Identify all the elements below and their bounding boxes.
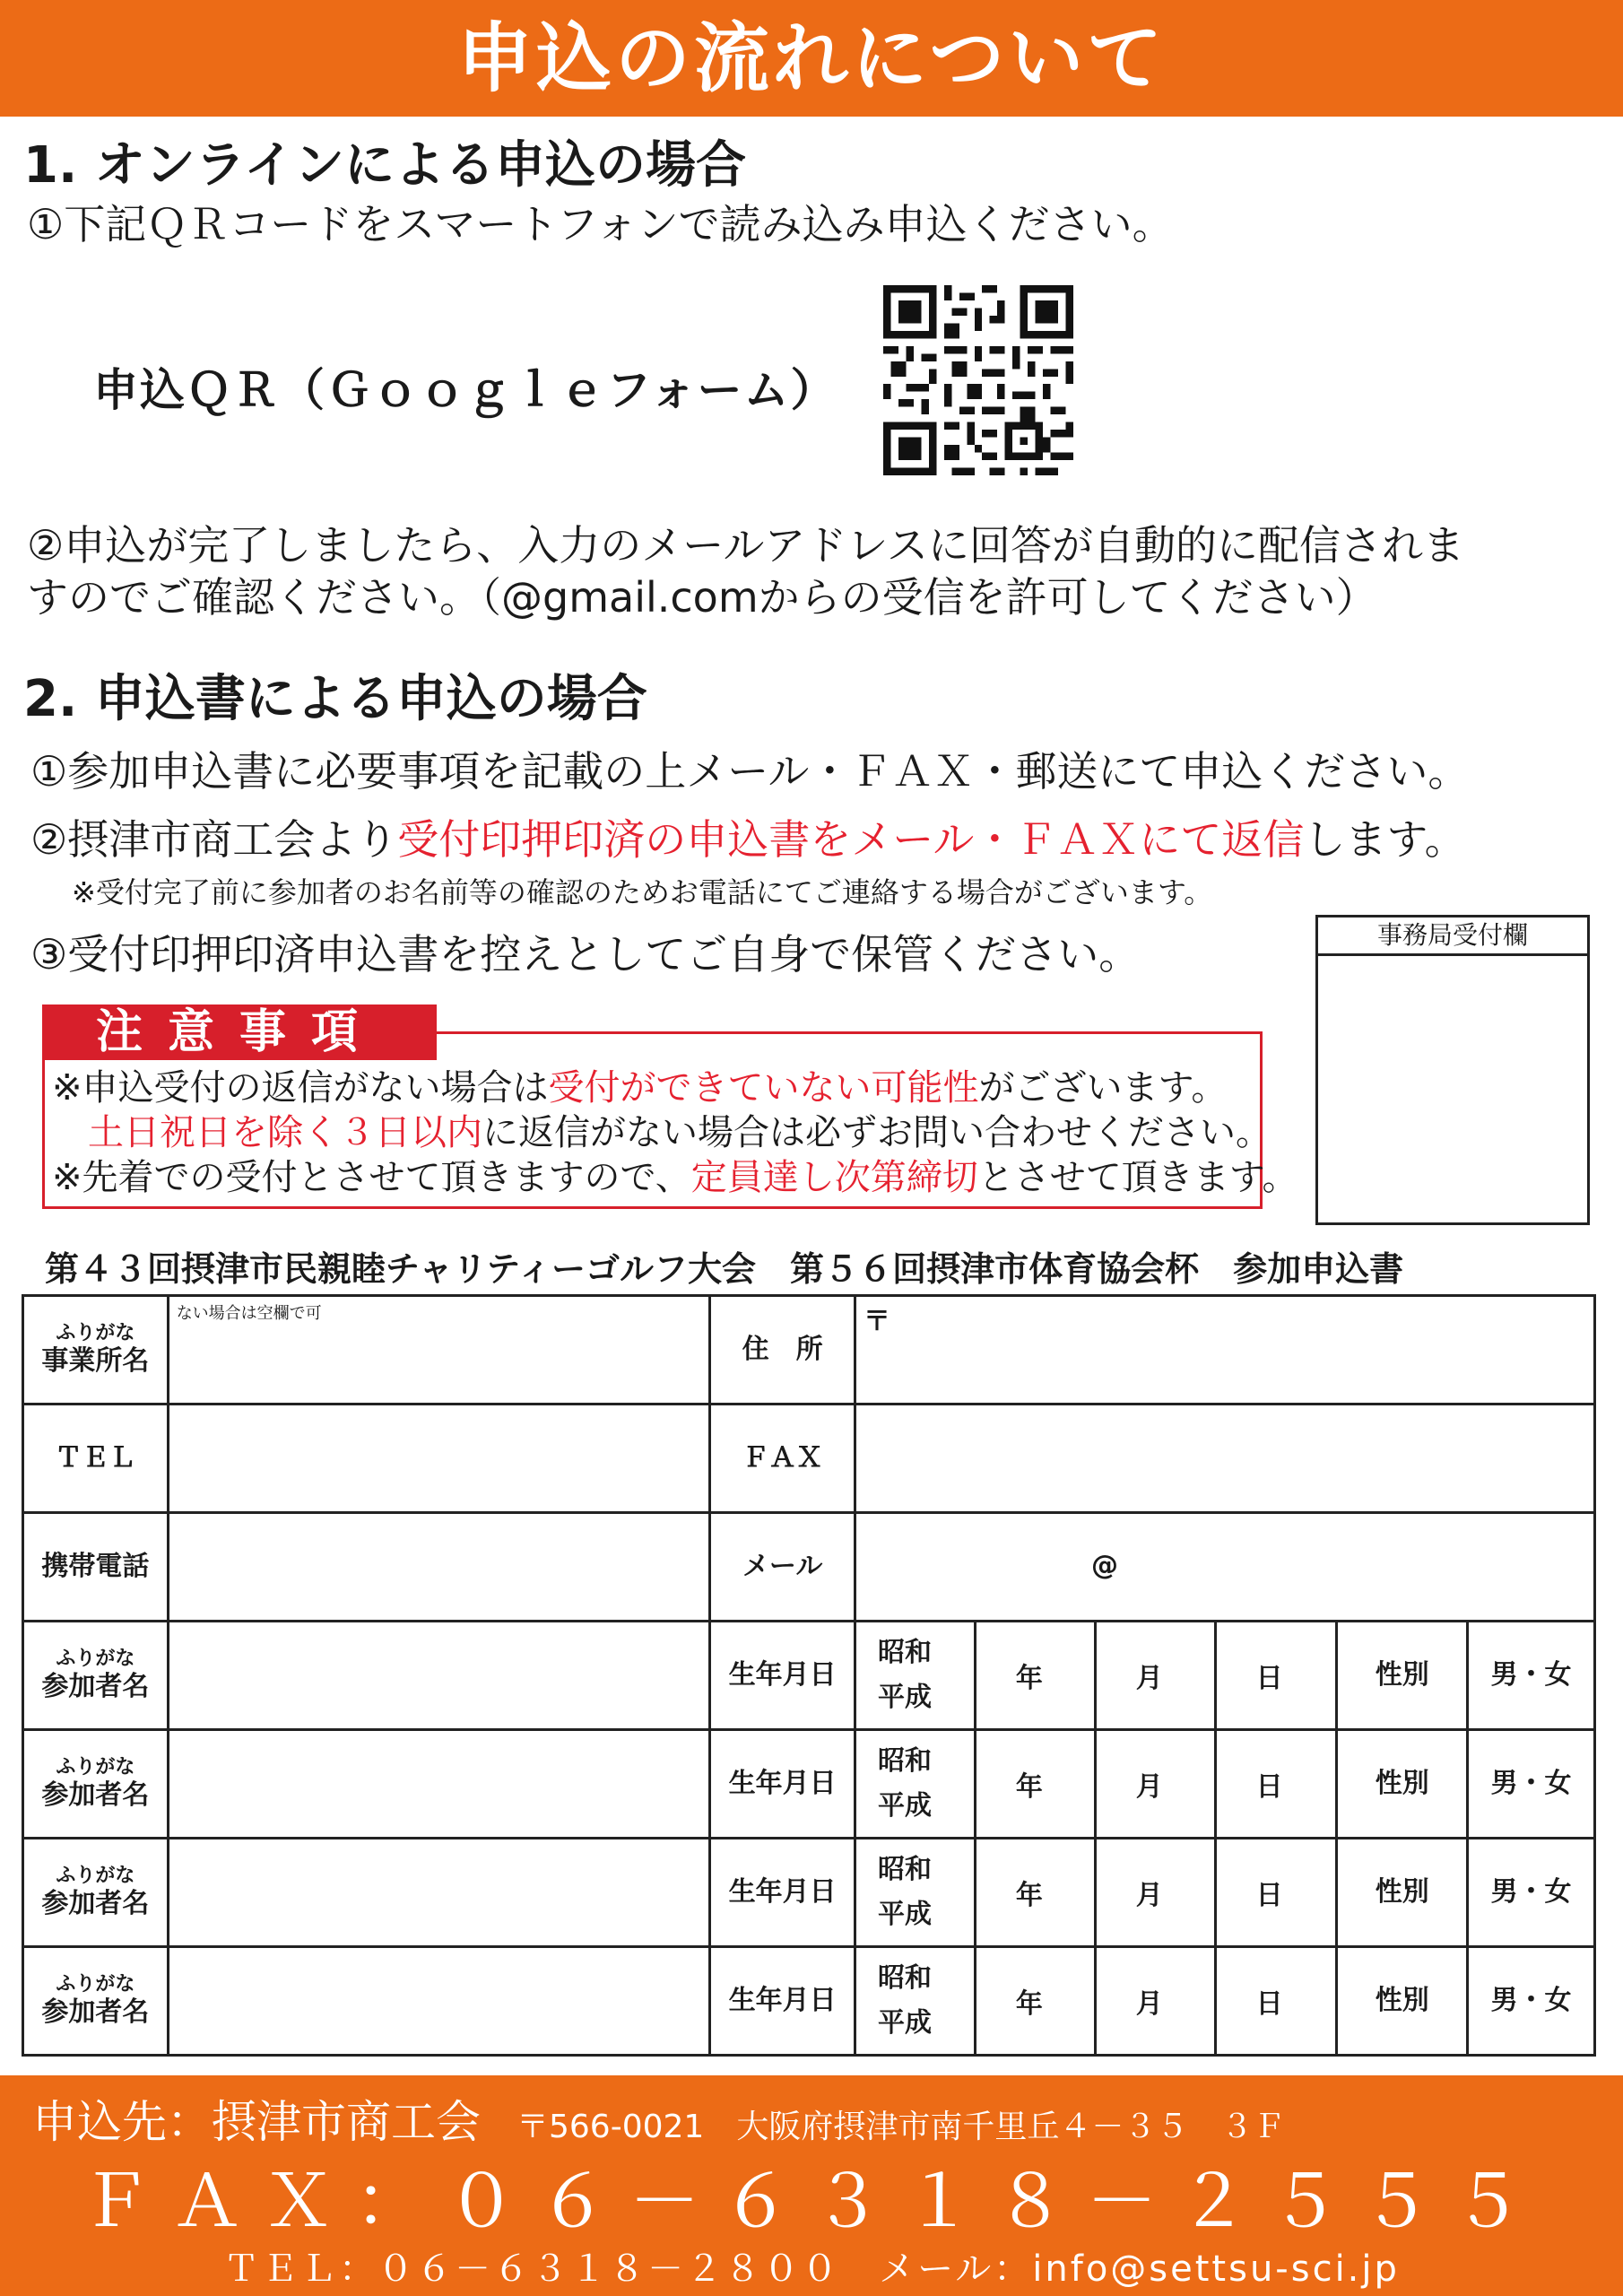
notice-line1: ※申込受付の返信がない場合は受付ができていない可能性がございます。 bbox=[52, 1067, 1228, 1109]
participant-name-field[interactable] bbox=[168, 1622, 710, 1730]
section1-step1: ①下記ＱＲコードをスマートフォンで読み込み申込ください。 bbox=[27, 200, 1174, 248]
dob-label: 生年月日 bbox=[710, 1622, 855, 1730]
participant-name-field[interactable] bbox=[168, 1947, 710, 2056]
mobile-field[interactable] bbox=[168, 1513, 710, 1622]
section2-step1: ①参加申込書に必要事項を記載の上メール・ＦＡＸ・郵送にて申込ください。 bbox=[30, 747, 1470, 796]
sex-label: 性別 bbox=[1337, 1730, 1468, 1839]
notice-line2: 土日祝日を除く３日以内に返信がない場合は必ずお問い合わせください。 bbox=[88, 1112, 1271, 1153]
era-options[interactable]: 昭和 平成 bbox=[855, 1947, 976, 2056]
address-field[interactable] bbox=[855, 1296, 1595, 1405]
footer-address: 〒566-0021 大阪府摂津市南千里丘４－３５ ３Ｆ bbox=[516, 2109, 1286, 2145]
sex-options[interactable]: 男・女 bbox=[1468, 1622, 1595, 1730]
office-reception-box bbox=[1315, 915, 1590, 1225]
mail-field[interactable] bbox=[855, 1513, 1595, 1622]
fax-field[interactable] bbox=[855, 1405, 1595, 1513]
day-field[interactable]: 日 bbox=[1215, 1839, 1337, 1947]
sex-options[interactable]: 男・女 bbox=[1468, 1947, 1595, 2056]
year-field[interactable]: 年 bbox=[975, 1947, 1095, 2056]
participant-row bbox=[23, 1947, 1595, 2056]
section1-title: 1. オンラインによる申込の場合 bbox=[23, 136, 747, 195]
sex-label: 性別 bbox=[1337, 1622, 1468, 1730]
dob-label: 生年月日 bbox=[710, 1839, 855, 1947]
participant-label-cell: ふりがな 参加者名 bbox=[23, 1730, 169, 1839]
sex-options[interactable]: 男・女 bbox=[1468, 1730, 1595, 1839]
sex-label: 性別 bbox=[1337, 1947, 1468, 2056]
participant-row bbox=[23, 1839, 1595, 1947]
section2-title: 2. 申込書による申込の場合 bbox=[23, 670, 647, 728]
at-mark: @ bbox=[1091, 1550, 1119, 1581]
qr-label: 申込ＱＲ（Ｇｏｏｇｌｅフォーム） bbox=[93, 364, 838, 416]
year-field[interactable]: 年 bbox=[975, 1622, 1095, 1730]
company-name-field[interactable] bbox=[168, 1296, 710, 1405]
participant-name-field[interactable] bbox=[168, 1730, 710, 1839]
participant-row bbox=[23, 1622, 1595, 1730]
footer-destination: 申込先：摂津市商工会 〒566-0021 大阪府摂津市南千里丘４－３５ ３Ｆ bbox=[32, 2096, 1286, 2148]
notice-line3: ※先着での受付とさせて頂きますので、定員達し次第締切とさせて頂きます。 bbox=[52, 1157, 1298, 1198]
era-options[interactable]: 昭和 平成 bbox=[855, 1622, 976, 1730]
dob-label: 生年月日 bbox=[710, 1947, 855, 2056]
month-field[interactable]: 月 bbox=[1095, 1839, 1215, 1947]
year-field[interactable]: 年 bbox=[975, 1839, 1095, 1947]
participant-label-cell: ふりがな 参加者名 bbox=[23, 1947, 169, 2056]
participant-label-cell: ふりがな 参加者名 bbox=[23, 1839, 169, 1947]
section1-step2-line1: ②申込が完了しましたら、入力のメールアドレスに回答が自動的に配信されま bbox=[27, 521, 1464, 570]
section2-step2-note: ※受付完了前に参加者のお名前等の確認のためお電話にてご連絡する場合がございます。 bbox=[72, 875, 1213, 909]
application-form bbox=[22, 1294, 1596, 2057]
tel-field[interactable] bbox=[168, 1405, 710, 1513]
year-field[interactable]: 年 bbox=[975, 1730, 1095, 1839]
page-title: 申込の流れについて bbox=[0, 0, 1623, 117]
era-options[interactable]: 昭和 平成 bbox=[855, 1839, 976, 1947]
footer-tel-mail: ＴＥＬ：０６－６３１８－２８００ メール：info@settsu-sci.jp bbox=[223, 2248, 1400, 2290]
form-title: 第４３回摂津市民親睦チャリティーゴルフ大会 第５６回摂津市体育協会杯 参加申込書 bbox=[45, 1249, 1404, 1289]
dob-label: 生年月日 bbox=[710, 1730, 855, 1839]
section2-step2: ②摂津市商工会より受付印押印済の申込書をメール・ＦＡＸにて返信します。 bbox=[30, 815, 1466, 864]
section2-step3: ③受付印押印済申込書を控えとしてご自身で保管ください。 bbox=[30, 930, 1141, 978]
mail-label: メール bbox=[710, 1513, 855, 1622]
footer bbox=[0, 2075, 1623, 2296]
footer-fax: ＦＡＸ：０６－６３１８－２５５５ bbox=[80, 2160, 1543, 2243]
day-field[interactable]: 日 bbox=[1215, 1947, 1337, 2056]
office-reception-title: 事務局受付欄 bbox=[1318, 918, 1587, 956]
mobile-label: 携帯電話 bbox=[23, 1513, 169, 1622]
month-field[interactable]: 月 bbox=[1095, 1730, 1215, 1839]
participant-name-field[interactable] bbox=[168, 1839, 710, 1947]
company-label-cell: ふりがな 事業所名 bbox=[23, 1296, 169, 1405]
section1-step2-line2: すのでご確認ください。（@gmail.comからの受信を許可してください） bbox=[27, 573, 1377, 622]
era-options[interactable]: 昭和 平成 bbox=[855, 1730, 976, 1839]
day-field[interactable]: 日 bbox=[1215, 1730, 1337, 1839]
sex-label: 性別 bbox=[1337, 1839, 1468, 1947]
step2-highlight: 受付印押印済の申込書をメール・ＦＡＸにて返信 bbox=[397, 815, 1305, 864]
notice-tag: 注意事項 bbox=[42, 1004, 437, 1060]
company-field-note: ない場合は空欄で可 bbox=[176, 1304, 322, 1323]
fax-label: ＦＡＸ bbox=[710, 1405, 855, 1513]
participant-row bbox=[23, 1730, 1595, 1839]
participant-label-cell: ふりがな 参加者名 bbox=[23, 1622, 169, 1730]
sex-options[interactable]: 男・女 bbox=[1468, 1839, 1595, 1947]
address-label: 住 所 bbox=[710, 1296, 855, 1405]
month-field[interactable]: 月 bbox=[1095, 1622, 1215, 1730]
tel-label: ＴＥＬ bbox=[23, 1405, 169, 1513]
qr-code-icon[interactable] bbox=[883, 285, 1073, 475]
postal-mark: 〒 bbox=[864, 1306, 891, 1337]
month-field[interactable]: 月 bbox=[1095, 1947, 1215, 2056]
day-field[interactable]: 日 bbox=[1215, 1622, 1337, 1730]
